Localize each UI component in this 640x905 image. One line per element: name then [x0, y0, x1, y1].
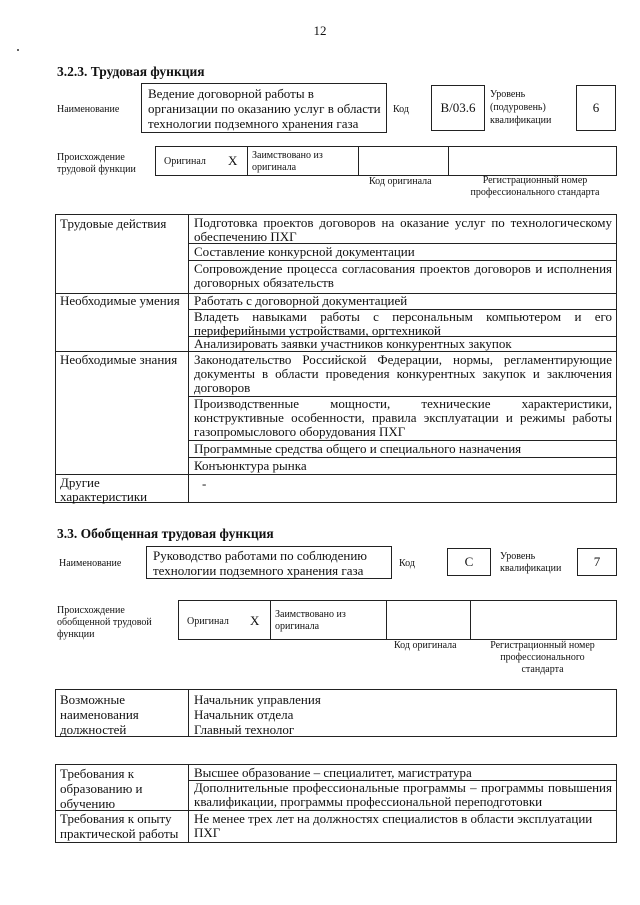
code-label-33: Код	[399, 558, 415, 569]
level-label-2: (подуровень)	[490, 102, 546, 113]
education-label-1: Требования к	[60, 766, 135, 781]
other-label-2: характеристики	[60, 489, 148, 504]
action-item: Составление конкурсной документации	[194, 244, 415, 259]
original-mark-323: X	[228, 153, 238, 168]
borrowed-label-2: оригинала	[252, 162, 297, 173]
reg-number-label-3: стандарта	[521, 664, 564, 675]
name-line-2: технологии подземного хранения газа	[153, 563, 364, 578]
original-mark-33: X	[250, 613, 260, 628]
work-function-table	[55, 214, 617, 503]
reg-number-label-2: профессионального	[500, 652, 585, 663]
name-box-33	[146, 546, 392, 579]
level-box-323	[576, 85, 616, 131]
experience-label-2: практической работы	[60, 826, 179, 841]
name-line-1: Ведение договорной работы в	[148, 86, 314, 101]
knowledge-item: Программные средства общего и специального назначения	[194, 441, 522, 456]
code-value-323: B/03.6	[440, 100, 476, 115]
original-code-label-323: Код оригинала	[369, 176, 432, 187]
origin-label-3: функции	[57, 629, 95, 640]
education-item: Дополнительные профессиональные программы – программы повышения квалификации, программы профессиональной переподготовки	[194, 780, 612, 809]
original-label-323: Оригинал	[164, 156, 206, 167]
origin-label-1: Происхождение	[57, 152, 125, 163]
origin-label-2: трудовой функции	[57, 164, 136, 175]
experience-item: Не менее трех лет на должностях специалистов в области эксплуатации ПХГ	[194, 811, 593, 840]
code-label-323: Код	[393, 104, 409, 115]
action-item: Сопровождение процесса согласования проектов договоров и исполнения договорных обязательств	[194, 261, 612, 290]
reg-number-label-2: профессионального стандарта	[470, 187, 600, 198]
level-value-323: 6	[592, 100, 600, 115]
action-item: Подготовка проектов договоров на оказание услуг по технологическому обеспечению ПХГ	[194, 215, 612, 244]
name-box-323	[141, 83, 387, 133]
education-label-2: образованию и	[60, 781, 143, 796]
education-label-3: обучению	[60, 796, 116, 811]
knowledge-item: Законодательство Российской Федерации, нормы, регламентирующие документы в области проведения конкурентных закупок и заключения договоров	[194, 352, 612, 395]
origin-label-2: обобщенной трудовой	[57, 617, 152, 628]
level-label-1: Уровень	[500, 551, 536, 562]
other-label-1: Другие	[60, 475, 100, 490]
position-item: Начальник отдела	[194, 707, 294, 722]
skill-item: Владеть навыками работы с персональным компьютером и его периферийными устройствами, оргтехникой	[194, 309, 612, 338]
level-box-33	[577, 548, 617, 576]
experience-label-1: Требования к опыту	[60, 811, 172, 826]
borrowed-label-2: оригинала	[275, 621, 320, 632]
section-title-33: 3.3. Обобщенная трудовая функция	[57, 526, 274, 541]
level-label-2: квалификации	[500, 563, 562, 574]
borrowed-label-1: Заимствовано из	[275, 609, 346, 620]
scan-speck	[17, 49, 19, 51]
reg-number-label-1: Регистрационный номер	[490, 640, 595, 651]
actions-label: Трудовые действия	[60, 216, 167, 231]
knowledge-item: Конъюнктура рынка	[194, 458, 307, 473]
other-value: -	[202, 476, 207, 491]
positions-label-2: наименования	[60, 707, 139, 722]
name-label-33: Наименование	[59, 558, 122, 569]
position-item: Главный технолог	[194, 722, 295, 737]
code-box-323	[431, 85, 485, 131]
positions-label-1: Возможные	[60, 692, 125, 707]
skill-item: Работать с договорной документацией	[194, 293, 408, 308]
page-number: 12	[313, 23, 327, 38]
positions-table	[55, 689, 617, 737]
knowledge-label: Необходимые знания	[60, 352, 178, 367]
origin-table-33	[178, 600, 617, 640]
name-line-3: технологии подземного хранения газа	[148, 116, 359, 131]
skills-label: Необходимые умения	[60, 293, 180, 308]
original-label-33: Оригинал	[187, 616, 229, 627]
skill-item: Анализировать заявки участников конкурентных закупок	[194, 336, 512, 351]
code-value-33: C	[464, 554, 474, 569]
education-item: Высшее образование – специалитет, магистратура	[194, 765, 472, 780]
reg-number-label-1: Регистрационный номер	[482, 175, 588, 186]
original-code-label-33: Код оригинала	[394, 640, 457, 651]
code-box-33	[447, 548, 491, 576]
position-item: Начальник управления	[194, 692, 321, 707]
origin-label-1: Происхождение	[57, 605, 125, 616]
requirements-table	[55, 764, 617, 843]
name-line-2: организации по оказанию услуг в области	[148, 101, 381, 116]
level-label-1: Уровень	[490, 89, 526, 100]
section-title-323: 3.2.3. Трудовая функция	[57, 64, 205, 79]
borrowed-label-1: Заимствовано из	[252, 150, 323, 161]
knowledge-item: Производственные мощности, технические характеристики, конструктивные особенности, правила эксплуатации и режимы работы газопромыслового оборудования ПХГ	[194, 396, 612, 439]
positions-label-3: должностей	[60, 722, 127, 737]
name-label-323: Наименование	[57, 104, 120, 115]
level-label-3: квалификации	[490, 115, 552, 126]
origin-table-323	[155, 146, 617, 176]
name-line-1: Руководство работами по соблюдению	[153, 548, 367, 563]
level-value-33: 7	[593, 554, 601, 569]
